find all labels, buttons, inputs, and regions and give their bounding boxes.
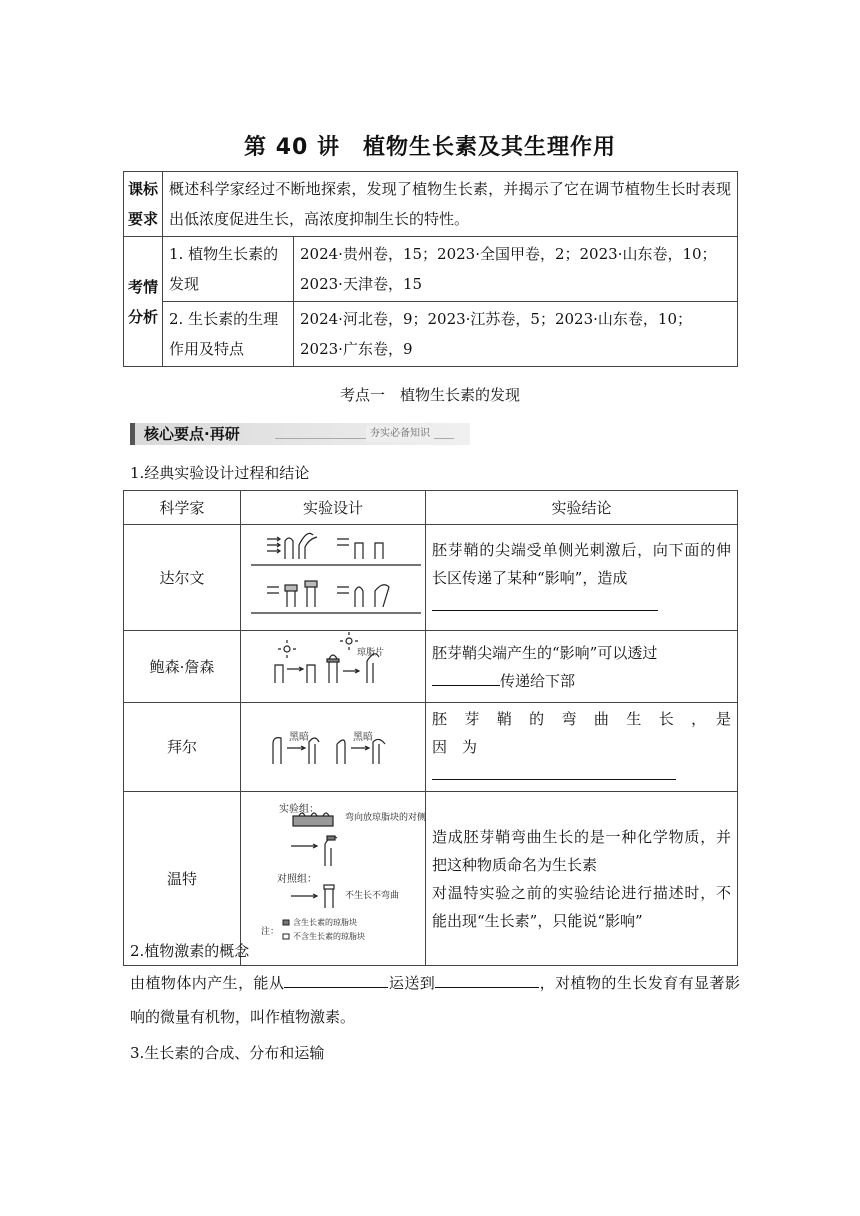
boysen-figure (241, 631, 426, 703)
darwin-conclusion-text: 胚芽鞘的尖端受单侧光刺激后，向下面的伸长区传递了某种“影响”，造成 (432, 540, 731, 587)
col-header-conclusion: 实验结论 (426, 491, 738, 525)
paal-conclusion-text: 胚 芽 鞘 的 弯 曲 生 长 ， 是 因 为 (432, 710, 747, 756)
col-header-scientist: 科学家 (124, 491, 241, 525)
went-legend-2: 不含生长素的琼脂块 (293, 932, 365, 941)
paal-conclusion (426, 703, 747, 792)
went-exp-group-label: 实验组： (279, 804, 319, 815)
experiment-table (123, 490, 747, 966)
scientist-boysen-jensen: 鲍森·詹森 (124, 631, 241, 703)
exams-1: 2024·贵州卷，15；2023·全国甲卷，2；2023·山东卷，10；2023·天津卷，15 (294, 237, 738, 302)
header-kaoqing: 考情分析 (124, 237, 163, 367)
boysen-blank[interactable] (432, 667, 500, 686)
went-figure (241, 792, 426, 966)
paal-figure (241, 703, 426, 792)
legend-swatch-2 (283, 934, 289, 939)
went-exp-result: 弯向放琼脂块的对侧 (345, 813, 425, 823)
topic-2: 2. 生长素的生理作用及特点 (163, 302, 294, 367)
legend-swatch-1 (283, 920, 289, 925)
went-ctrl-result: 不生长不弯曲 (345, 891, 400, 901)
kebiao-text: 概述科学家经过不断地探索，发现了植物生长素，并揭示了它在调节植物生长时表现出低浓度促进生长，高浓度抑制生长的特性。 (163, 172, 738, 237)
section-2-text-c: ，对植物的生长发育有显著影响的微量有机物，叫作植物激素。 (130, 974, 740, 1026)
page-title: 第 40 讲 植物生长素及其生理作用 (244, 135, 616, 160)
paal-fig-label-2: 黑暗 (353, 731, 373, 743)
darwin-figure (241, 525, 426, 631)
boysen-conclusion (426, 631, 738, 703)
banner-sub: 夯实必备知识 (366, 426, 434, 442)
darwin-blank[interactable] (432, 592, 658, 611)
section-2-blank-1[interactable] (284, 969, 388, 988)
scientist-paal: 拜尔 (124, 703, 241, 792)
paal-experiment-diagram (241, 712, 425, 774)
topic-1: 1. 植物生长素的发现 (163, 237, 294, 302)
paal-fig-label-1: 黑暗 (289, 731, 309, 743)
section-1-heading: 1.经典实验设计过程和结论 (130, 464, 310, 482)
section-2-body (130, 966, 740, 1034)
went-conclusion-2: 对温特实验之前的实验结论进行描述时，不能出现“生长素”，只能说“影响” (432, 883, 731, 930)
kaodian-heading: 考点一 植物生长素的发现 (339, 386, 520, 404)
boysen-experiment-diagram (241, 631, 425, 693)
banner-bar (130, 423, 135, 445)
paal-blank[interactable] (432, 761, 676, 780)
darwin-conclusion (426, 525, 738, 631)
went-note: 注： (261, 927, 280, 937)
section-2-heading: 2.植物激素的概念 (130, 942, 250, 960)
went-experiment-diagram (241, 792, 425, 956)
banner-label: 核心要点·再研 (144, 425, 240, 443)
header-kebiao: 课标要求 (124, 172, 163, 237)
exams-2: 2024·河北卷，9；2023·江苏卷，5；2023·山东卷，10；2023·广东卷，9 (294, 302, 738, 367)
section-2-text-a: 由植物体内产生，能从 (130, 974, 285, 992)
went-exp-group (279, 802, 319, 815)
darwin-experiment-diagram (241, 525, 425, 621)
section-2-blank-2[interactable] (435, 969, 539, 988)
boysen-conclusion-a: 胚芽鞘尖端产生的“影响”可以透过 (432, 643, 658, 662)
section-banner (130, 423, 470, 445)
section-3-heading: 3.生长素的合成、分布和运输 (130, 1044, 325, 1062)
section-2-text-b: 运送到 (388, 974, 436, 992)
col-header-design: 实验设计 (241, 491, 426, 525)
went-ctrl-group: 对照组： (277, 874, 317, 885)
went-legend-1: 含生长素的琼脂块 (293, 918, 357, 927)
boysen-conclusion-b: 传递给下部 (500, 671, 576, 690)
curriculum-table (123, 171, 738, 367)
scientist-went: 温特 (124, 792, 241, 966)
went-conclusion-1: 造成胚芽鞘弯曲生长的是一种化学物质，并把这种物质命名为生长素 (432, 827, 731, 874)
scientist-darwin: 达尔文 (124, 525, 241, 631)
boysen-fig-label: 琼脂片 (357, 648, 385, 658)
went-conclusion (426, 792, 738, 966)
